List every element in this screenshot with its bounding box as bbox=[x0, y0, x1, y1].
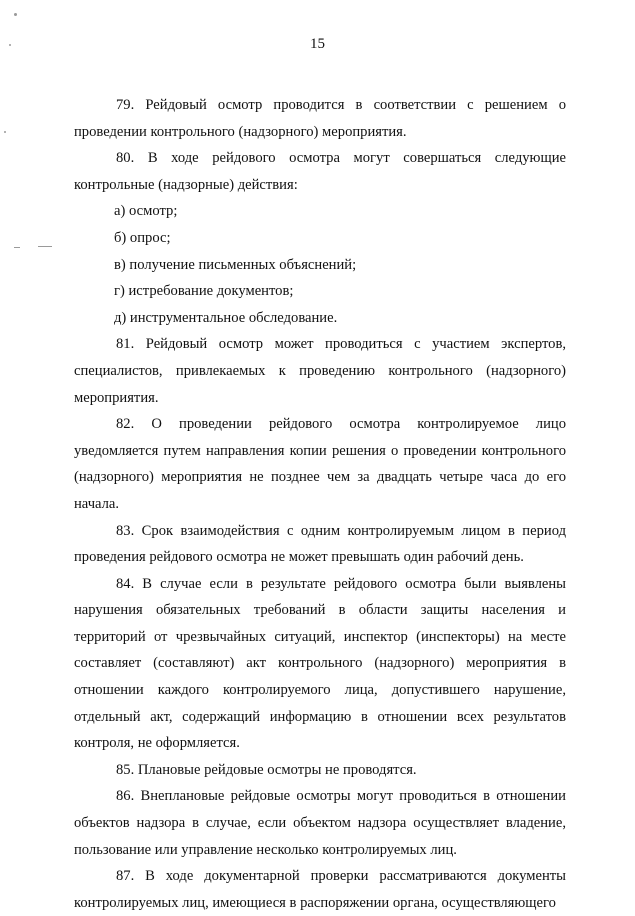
paragraph-82: 82. О проведении рейдового осмотра контролируемое лицо уведомляется путем направления копии решения о проведении контрольного (надзорного) мероприятия не позднее чем за двадцать четыре часа до его начала. bbox=[74, 416, 566, 512]
paragraph-87: 87. В ходе документарной проверки рассматриваются документы контролируемых лиц, имеющиеся в распоряжении органа, осуществляющего bbox=[74, 868, 566, 911]
document-body bbox=[74, 92, 566, 916]
list-item-a: а) осмотр; bbox=[114, 203, 178, 220]
paragraph-79: 79. Рейдовый осмотр проводится в соответствии с решением о проведении контрольного (надзорного) мероприятия. bbox=[74, 97, 566, 140]
list-item-v: в) получение письменных объяснений; bbox=[114, 256, 357, 273]
paragraph-83: 83. Срок взаимодействия с одним контролируемым лицом в период проведения рейдового осмотра не может превышать один рабочий день. bbox=[74, 522, 566, 566]
paragraph-84: 84. В случае если в результате рейдового осмотра были выявлены нарушения обязательных требований в области защиты населения и территорий от чрезвычайных ситуаций, инспектор (инспекторы) на месте составляет (составляют) акт контрольного (надзорного) мероприятия в отношении каждого контролируемого лица, допустившего нарушение, отдельный акт, содержащий информацию в отношении всех результатов контроля, не оформляется. bbox=[74, 575, 566, 752]
list-item-b: б) опрос; bbox=[114, 229, 171, 246]
paragraph-85: 85. Плановые рейдовые осмотры не проводятся. bbox=[116, 761, 417, 778]
scan-speck bbox=[9, 44, 11, 46]
scan-speck bbox=[38, 246, 52, 247]
scan-speck bbox=[14, 247, 20, 248]
scan-speck bbox=[4, 131, 6, 133]
scan-speck bbox=[14, 13, 17, 16]
paragraph-81: 81. Рейдовый осмотр может проводиться с участием экспертов, специалистов, привлекаемых к проведению контрольного (надзорного) мероприятия. bbox=[74, 336, 566, 406]
list-item-d: д) инструментальное обследование. bbox=[114, 309, 338, 326]
paragraph-80: 80. В ходе рейдового осмотра могут совершаться следующие контрольные (надзорные) действия: bbox=[74, 150, 566, 193]
list-item-g: г) истребование документов; bbox=[114, 283, 294, 300]
page-number: 15 bbox=[310, 36, 325, 52]
paragraph-86: 86. Внеплановые рейдовые осмотры могут проводиться в отношении объектов надзора в случае, если объектом надзора осуществляет владение, пользование или управление несколько контролируемых лиц. bbox=[74, 788, 566, 858]
